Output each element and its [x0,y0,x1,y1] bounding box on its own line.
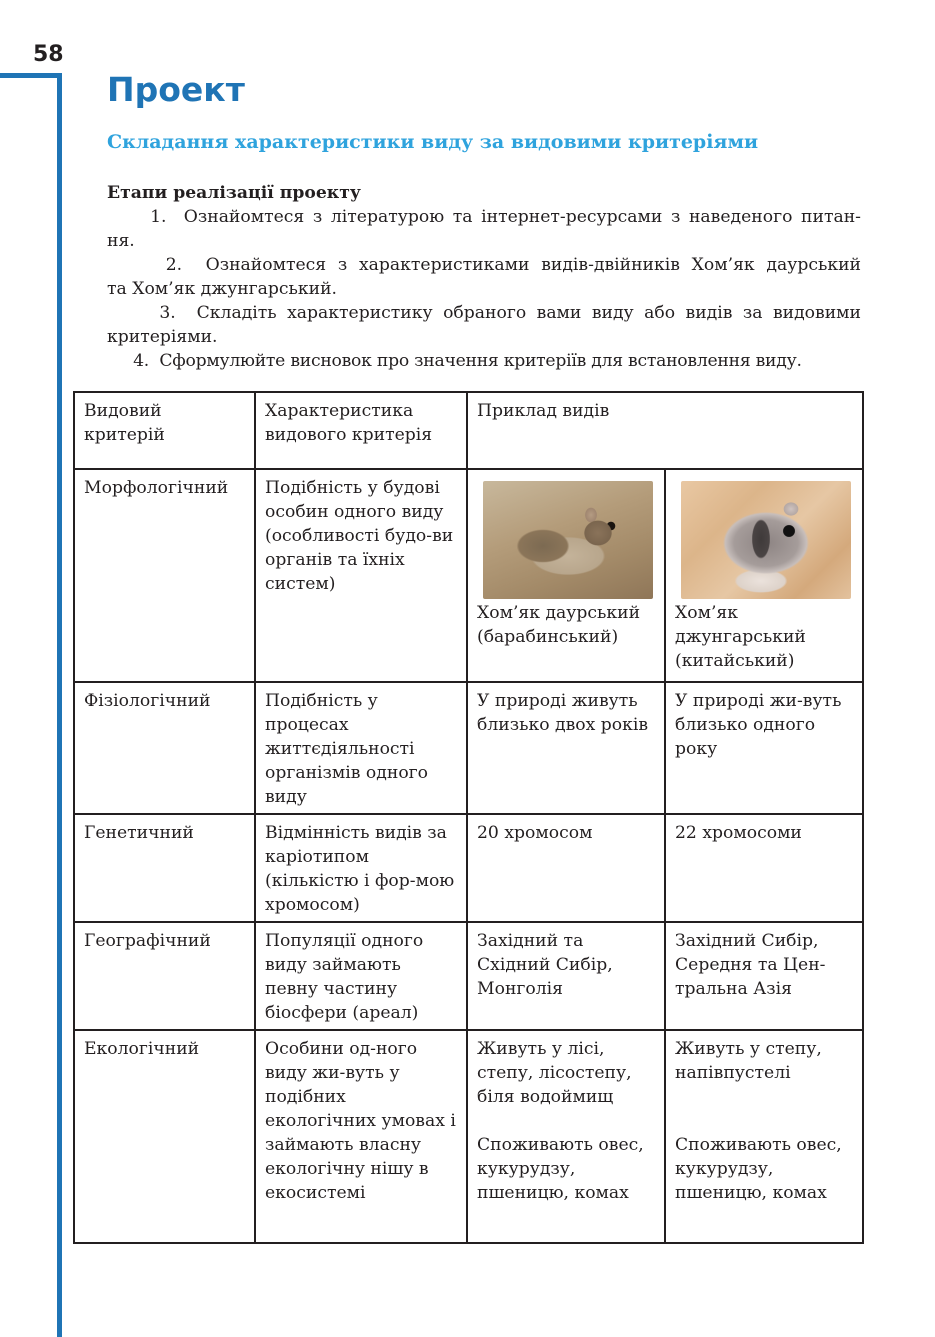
step-1-line1: 1. Ознайомтеся з літературою та інтернет-ресурсами з наведеного питан- [150,207,861,227]
characteristic-cell: Особини од-ного виду жи-вуть у подібних екологічних умовах і займають власну екологічну нішу в екосистемі [255,1030,467,1243]
characteristic-cell: Відмінність видів за каріотипом (кількістю і фор-мою хромосом) [255,814,467,922]
page-number: 58 [33,42,64,67]
header-characteristic: Характеристика видового критерія [255,392,467,469]
species1-cell [467,469,665,682]
species1-habitat: Живуть у лісі, степу, лісостепу, біля водоймищ [477,1039,632,1107]
table-row [74,1030,863,1243]
criterion-cell: Екологічний [74,1030,255,1243]
species2-name: Хом’як джунгарський (китайський) [675,603,806,671]
table-row [74,469,863,682]
margin-rule [57,73,62,1337]
header-criterion: Видовий критерій [74,392,255,469]
species2-food: Споживають овес, кукурудзу, пшеницю, комах [675,1135,842,1203]
species2-habitat: Живуть у степу, напівпустелі [675,1039,822,1083]
characteristic-cell: Подібність у будові особин одного виду (особливості будо-ви органів та їхніх систем) [255,469,467,682]
species2-cell [665,1030,863,1243]
characteristic-cell: Популяції одного виду займають певну частину біосфери (ареал) [255,922,467,1030]
species2-cell: У природі жи-вуть близько одного року [665,682,863,814]
header-example: Приклад видів [467,392,863,469]
table-header-row [74,392,863,469]
species1-cell: У природі живуть близько двох років [467,682,665,814]
page-title: Проект [107,70,245,109]
table-row [74,682,863,814]
header-rule [0,73,62,78]
step-2-line1: 2. Ознайомтеся з характеристиками видів-двійників Хом’як даурський [165,255,861,275]
species2-cell [665,469,863,682]
project-subtitle: Складання характеристики виду за видовими критеріями [107,131,759,153]
table-row [74,922,863,1030]
step-4-line1: 4. Сформулюйте висновок про значення критеріїв для встановлення виду. [133,351,802,371]
step-1-line2: ня. [107,231,135,251]
species2-cell: 22 хромосоми [665,814,863,922]
criterion-cell: Морфологічний [74,469,255,682]
criterion-cell: Фізіологічний [74,682,255,814]
criterion-cell: Генетичний [74,814,255,922]
species2-cell: Західний Сибір, Середня та Цен-тральна Азія [665,922,863,1030]
daurian-hamster-photo [483,481,653,599]
step-2-line2: та Хом’як джунгарський. [107,279,338,299]
species1-food: Споживають овес, кукурудзу, пшеницю, комах [477,1135,644,1203]
species-criteria-table [73,391,864,1244]
species1-name: Хом’як даурський (барабинський) [477,603,641,647]
stages-heading: Етапи реалізації проекту [107,183,361,203]
species1-cell [467,1030,665,1243]
species1-cell: Західний та Східний Сибір, Монголія [467,922,665,1030]
project-stages [107,181,861,373]
step-3-line2: критеріями. [107,327,218,347]
criterion-cell: Географічний [74,922,255,1030]
species1-cell: 20 хромосом [467,814,665,922]
characteristic-cell: Подібність у процесах життєдіяльності організмів одного виду [255,682,467,814]
table-row [74,814,863,922]
step-3-line1: 3. Складіть характеристику обраного вами виду або видів за видовими [159,303,861,323]
dzungarian-hamster-photo [681,481,851,599]
